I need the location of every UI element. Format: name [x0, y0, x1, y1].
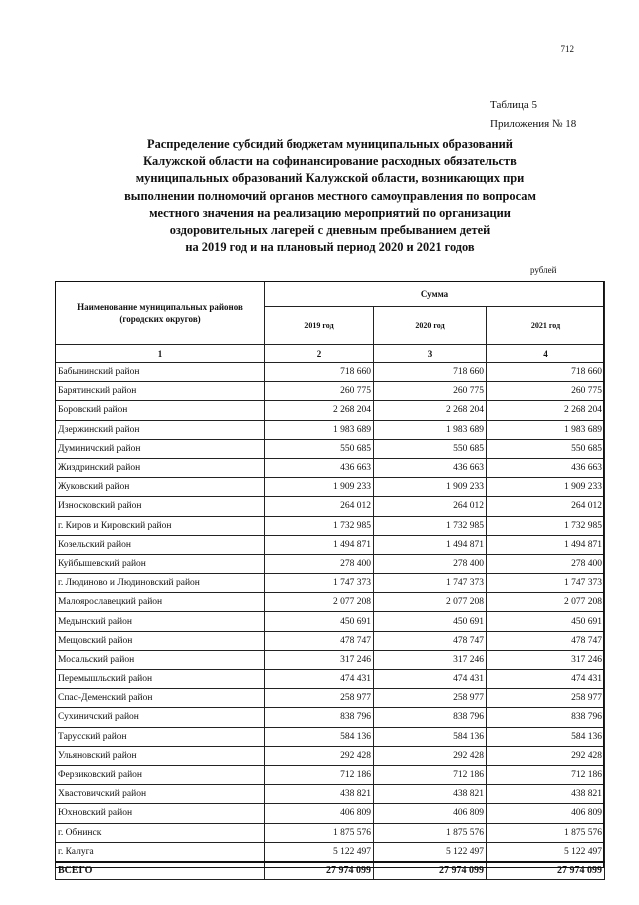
district-name: Хвастовичский район	[56, 785, 265, 804]
header-year-2019: 2019 год	[265, 306, 374, 344]
column-number: 3	[374, 345, 487, 363]
value-2020: 1 494 871	[374, 535, 487, 554]
value-2020: 1 747 373	[374, 574, 487, 593]
district-name: Перемышльский район	[56, 670, 265, 689]
title-line: Распределение субсидий бюджетам муниципальных образований	[147, 137, 513, 151]
district-name: Дзержинский район	[56, 420, 265, 439]
value-2019: 5 122 497	[265, 842, 374, 862]
value-2020: 474 431	[374, 670, 487, 689]
value-2021: 838 796	[487, 708, 605, 727]
district-name: Куйбышевский район	[56, 554, 265, 573]
table-row	[56, 670, 605, 689]
value-2020: 292 428	[374, 746, 487, 765]
value-2021: 292 428	[487, 746, 605, 765]
district-name: Боровский район	[56, 401, 265, 420]
title-line: оздоровительных лагерей с дневным пребыванием детей	[169, 223, 491, 238]
table-row	[56, 804, 605, 823]
table-row	[56, 535, 605, 554]
value-2021: 1 747 373	[487, 574, 605, 593]
value-2021: 5 122 497	[487, 842, 605, 862]
title-line: на 2019 год и на плановый период 2020 и 2021 годов	[185, 240, 475, 255]
value-2019: 317 246	[265, 650, 374, 669]
district-name: Барятинский район	[56, 382, 265, 401]
district-name: Спас-Деменский район	[56, 689, 265, 708]
table-row	[56, 689, 605, 708]
value-2021: 436 663	[487, 458, 605, 477]
value-2019: 258 977	[265, 689, 374, 708]
table-row	[56, 382, 605, 401]
value-2020: 260 775	[374, 382, 487, 401]
value-2020: 712 186	[374, 765, 487, 784]
table-row	[56, 593, 605, 612]
district-name: г. Людиново и Людиновский район	[56, 574, 265, 593]
value-2020: 550 685	[374, 439, 487, 458]
value-2019: 1 494 871	[265, 535, 374, 554]
value-2019: 474 431	[265, 670, 374, 689]
value-2019: 292 428	[265, 746, 374, 765]
value-2020: 436 663	[374, 458, 487, 477]
value-2020: 584 136	[374, 727, 487, 746]
value-2021: 438 821	[487, 785, 605, 804]
table-row	[56, 497, 605, 516]
value-2019: 718 660	[265, 363, 374, 382]
value-2020: 258 977	[374, 689, 487, 708]
total-2020: 27 974 099	[374, 862, 487, 880]
value-2021: 718 660	[487, 363, 605, 382]
total-label: ВСЕГО	[56, 862, 265, 880]
header-year-2021: 2021 год	[487, 306, 605, 344]
table-row	[56, 765, 605, 784]
table-row	[56, 842, 605, 862]
table-row	[56, 727, 605, 746]
district-name: Думиничский район	[56, 439, 265, 458]
value-2021: 1 909 233	[487, 478, 605, 497]
value-2021: 1 983 689	[487, 420, 605, 439]
district-name: г. Калуга	[56, 842, 265, 862]
total-2021: 27 974 099	[487, 862, 605, 880]
value-2020: 450 691	[374, 612, 487, 631]
table-row	[56, 574, 605, 593]
value-2019: 1 983 689	[265, 420, 374, 439]
table-row	[56, 363, 605, 382]
value-2021: 450 691	[487, 612, 605, 631]
table-row	[56, 708, 605, 727]
district-name: Малоярославецкий район	[56, 593, 265, 612]
table-row	[56, 516, 605, 535]
value-2021: 712 186	[487, 765, 605, 784]
total-row	[56, 862, 605, 880]
value-2020: 838 796	[374, 708, 487, 727]
value-2020: 1 732 985	[374, 516, 487, 535]
district-name: Износковский район	[56, 497, 265, 516]
value-2019: 436 663	[265, 458, 374, 477]
value-2020: 5 122 497	[374, 842, 487, 862]
district-name: Ферзиковский район	[56, 765, 265, 784]
district-name: Юхновский район	[56, 804, 265, 823]
title-line: Калужской области на софинансирование расходных обязательств	[143, 154, 517, 169]
value-2021: 1 494 871	[487, 535, 605, 554]
district-name: Мещовский район	[56, 631, 265, 650]
value-2021: 278 400	[487, 554, 605, 573]
value-2019: 278 400	[265, 554, 374, 573]
district-name: Сухиничский район	[56, 708, 265, 727]
district-name: Жуковский район	[56, 478, 265, 497]
title-line: местного значения на реализацию мероприятий по организации	[149, 205, 511, 220]
value-2020: 478 747	[374, 631, 487, 650]
value-2020: 2 268 204	[374, 401, 487, 420]
header-year-2020: 2020 год	[374, 306, 487, 344]
value-2019: 478 747	[265, 631, 374, 650]
value-2019: 2 077 208	[265, 593, 374, 612]
district-name: Ульяновский район	[56, 746, 265, 765]
value-2021: 2 077 208	[487, 593, 605, 612]
table-row	[56, 478, 605, 497]
header-sum: Сумма	[265, 282, 605, 307]
district-name: г. Обнинск	[56, 823, 265, 842]
district-name: г. Киров и Кировский район	[56, 516, 265, 535]
value-2021: 2 268 204	[487, 401, 605, 420]
value-2021: 317 246	[487, 650, 605, 669]
value-2021: 478 747	[487, 631, 605, 650]
table-row	[56, 401, 605, 420]
value-2021: 406 809	[487, 804, 605, 823]
table-row	[56, 439, 605, 458]
document-title	[60, 136, 600, 256]
table-label: Таблица 5	[490, 99, 538, 111]
total-2019: 27 974 099	[265, 862, 374, 880]
district-name: Жиздринский район	[56, 458, 265, 477]
district-name: Мосальский район	[56, 650, 265, 669]
value-2020: 718 660	[374, 363, 487, 382]
value-2019: 1 732 985	[265, 516, 374, 535]
value-2019: 584 136	[265, 727, 374, 746]
value-2019: 550 685	[265, 439, 374, 458]
district-name: Бабынинский район	[56, 363, 265, 382]
table-row	[56, 612, 605, 631]
subsidy-table	[55, 281, 605, 880]
value-2020: 1 909 233	[374, 478, 487, 497]
table-row	[56, 823, 605, 842]
column-number: 4	[487, 345, 605, 363]
title-line: выполнении полномочий органов местного самоуправления по вопросам	[124, 188, 536, 203]
value-2019: 1 909 233	[265, 478, 374, 497]
value-2020: 1 875 576	[374, 823, 487, 842]
value-2021: 1 732 985	[487, 516, 605, 535]
value-2021: 474 431	[487, 670, 605, 689]
column-number-row	[56, 345, 605, 363]
value-2019: 438 821	[265, 785, 374, 804]
value-2020: 317 246	[374, 650, 487, 669]
table-row	[56, 785, 605, 804]
value-2021: 264 012	[487, 497, 605, 516]
page-number: 712	[560, 44, 574, 54]
district-name: Медынский район	[56, 612, 265, 631]
column-number: 1	[56, 345, 265, 363]
table-row	[56, 746, 605, 765]
value-2020: 406 809	[374, 804, 487, 823]
value-2019: 260 775	[265, 382, 374, 401]
value-2019: 1 747 373	[265, 574, 374, 593]
units-label: рублей	[530, 265, 557, 275]
value-2021: 584 136	[487, 727, 605, 746]
value-2020: 1 983 689	[374, 420, 487, 439]
table-row	[56, 650, 605, 669]
table-row	[56, 631, 605, 650]
value-2020: 278 400	[374, 554, 487, 573]
value-2021: 1 875 576	[487, 823, 605, 842]
table-row	[56, 420, 605, 439]
value-2019: 264 012	[265, 497, 374, 516]
title-line: муниципальных образований Калужской области, возникающих при	[135, 171, 525, 186]
header-name: Наименование муниципальных районов (городских округов)	[56, 282, 265, 345]
value-2020: 2 077 208	[374, 593, 487, 612]
value-2019: 1 875 576	[265, 823, 374, 842]
value-2019: 406 809	[265, 804, 374, 823]
table-row	[56, 554, 605, 573]
value-2019: 838 796	[265, 708, 374, 727]
value-2020: 264 012	[374, 497, 487, 516]
value-2021: 258 977	[487, 689, 605, 708]
value-2021: 550 685	[487, 439, 605, 458]
district-name: Козельский район	[56, 535, 265, 554]
table-row	[56, 458, 605, 477]
value-2019: 2 268 204	[265, 401, 374, 420]
value-2020: 438 821	[374, 785, 487, 804]
value-2021: 260 775	[487, 382, 605, 401]
column-number: 2	[265, 345, 374, 363]
value-2019: 450 691	[265, 612, 374, 631]
header-row	[56, 282, 605, 307]
value-2019: 712 186	[265, 765, 374, 784]
annex-label: Приложения № 18	[490, 118, 577, 130]
district-name: Тарусский район	[56, 727, 265, 746]
